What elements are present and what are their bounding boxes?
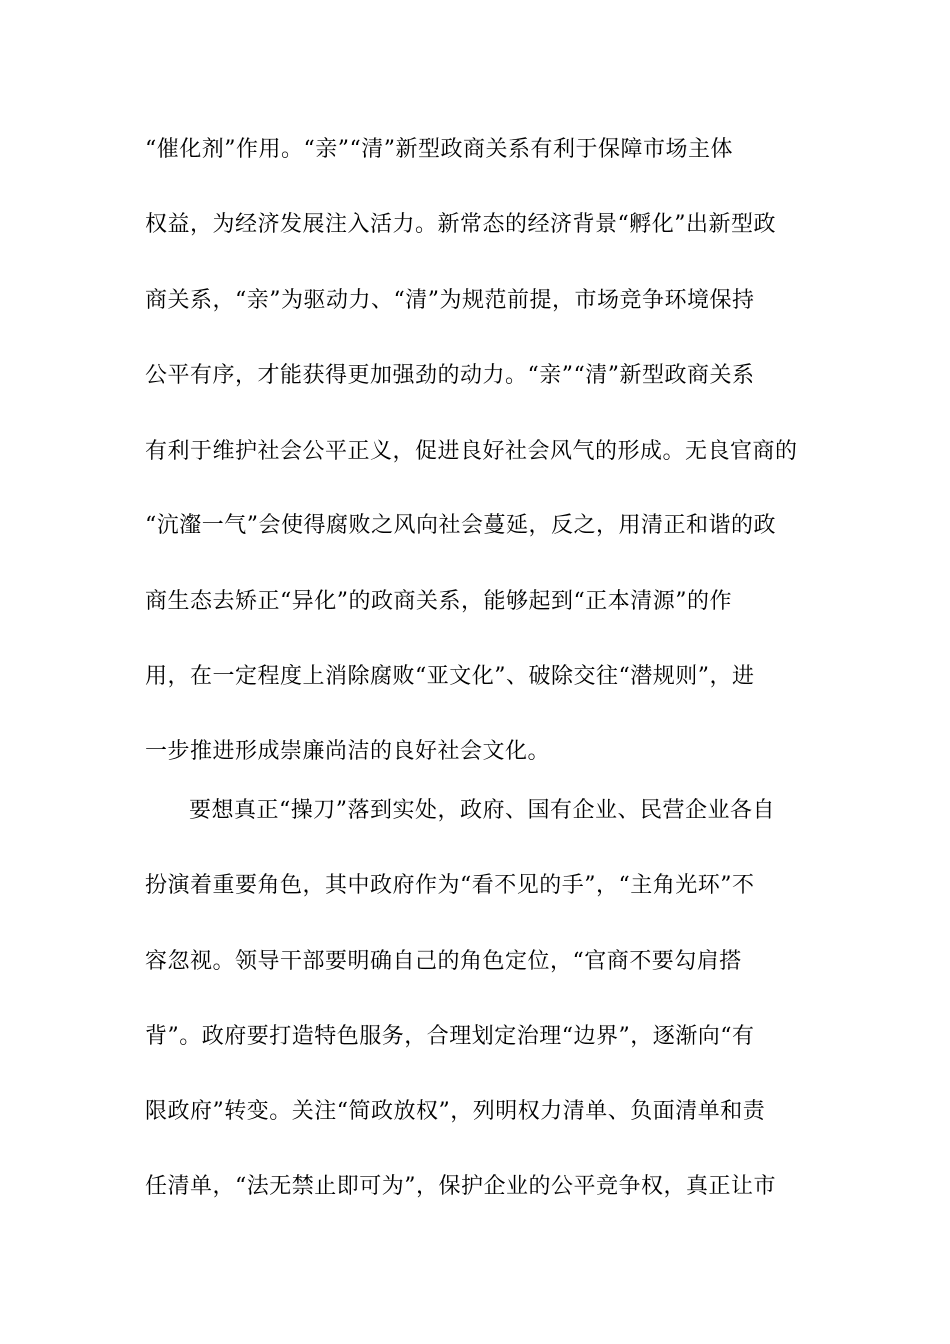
body-text-line: 商关系，“亲”为驱动力、“清”为规范前提，市场竞争环境保持 (145, 288, 755, 313)
body-text-line: 一步推进形成崇廉尚洁的良好社会文化。 (145, 739, 551, 764)
body-text-line: 公平有序，才能获得更加强劲的动力。“亲”“清”新型政商关系 (145, 363, 755, 388)
body-text-line: 商生态去矫正“异化”的政商关系，能够起到“正本清源”的作 (145, 589, 732, 614)
body-text-line: 背”。政府要打造特色服务，合理划定治理“边界”，逐渐向“有 (145, 1024, 755, 1049)
body-text-line: 有利于维护社会公平正义，促进良好社会风气的形成。无良官商的 (145, 439, 798, 464)
body-text-line: 容忽视。领导干部要明确自己的角色定位，“官商不要勾肩搭 (145, 949, 742, 974)
paragraph-first-line: 要想真正“操刀”落到实处，政府、国有企业、民营企业各自 (189, 798, 775, 823)
body-text-line: 扮演着重要角色，其中政府作为“看不见的手”，“主角光环”不 (145, 873, 755, 898)
body-text-line: 权益，为经济发展注入活力。新常态的经济背景“孵化”出新型政 (145, 212, 776, 237)
body-text-line: 任清单，“法无禁止即可为”，保护企业的公平竞争权，真正让市 (145, 1174, 776, 1199)
body-text-line: 用，在一定程度上消除腐败“亚文化”、破除交往“潜规则”，进 (145, 664, 755, 689)
body-text-line: “沆瀣一气”会使得腐败之风向社会蔓延，反之，用清正和谐的政 (145, 513, 776, 538)
body-text-line: “催化剂”作用。“亲”“清”新型政商关系有利于保障市场主体 (145, 137, 733, 162)
body-text-line: 限政府”转变。关注“简政放权”，列明权力清单、负面清单和责 (145, 1099, 766, 1124)
